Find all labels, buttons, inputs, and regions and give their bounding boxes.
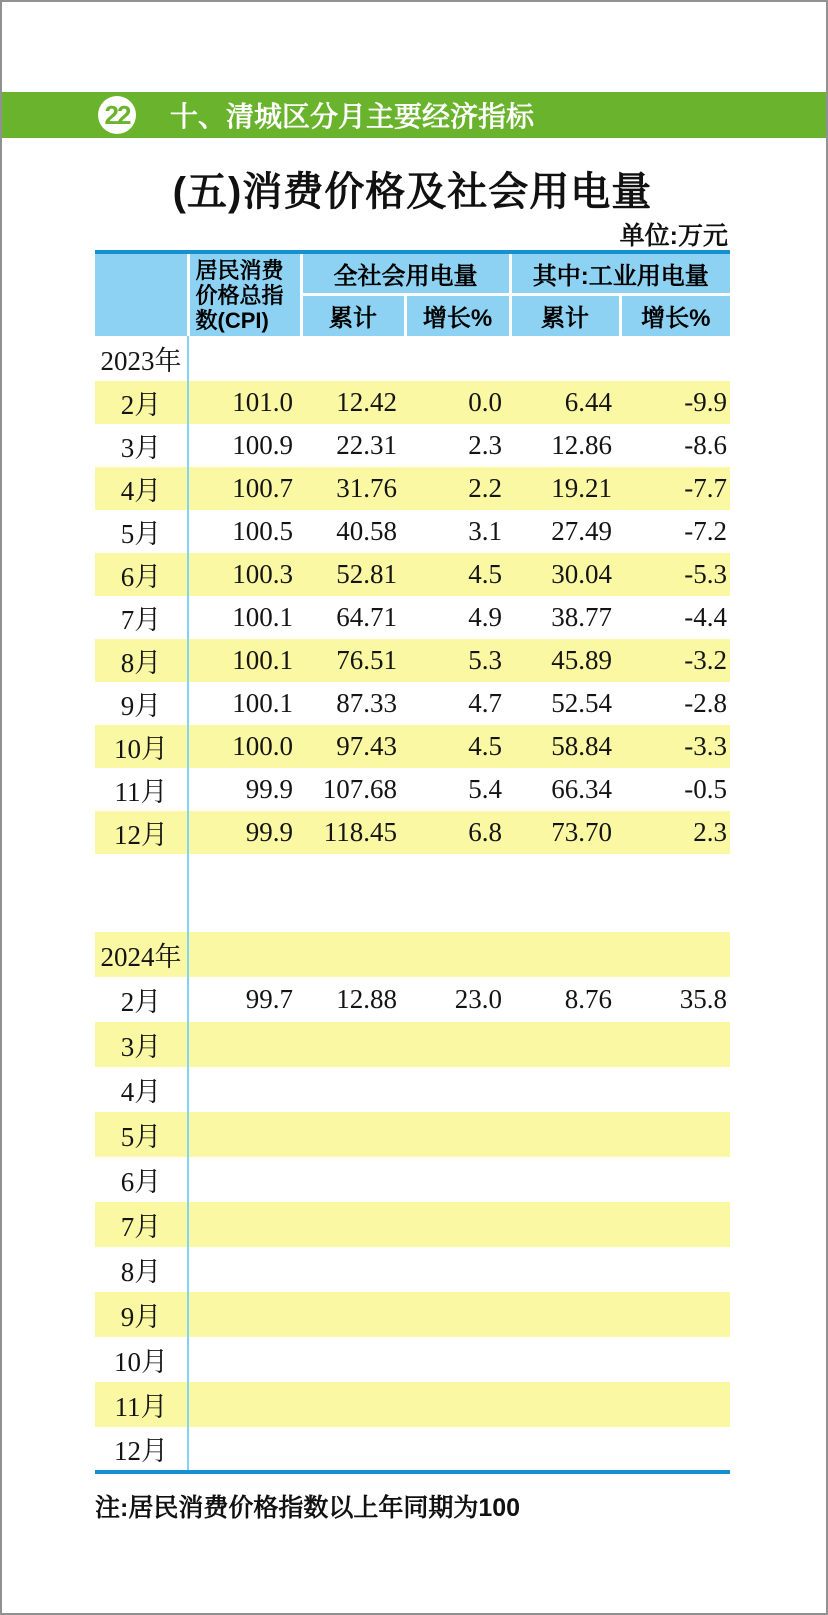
cpi-value-cell: 100.1 <box>188 639 301 682</box>
table-row <box>95 381 730 424</box>
total-cumulative-cell <box>301 854 405 932</box>
cpi-value-cell <box>188 932 301 977</box>
industry-cumulative-cell: 73.70 <box>510 811 620 854</box>
total-cumulative-cell: 31.76 <box>301 467 405 510</box>
industry-cumulative-cell <box>510 932 620 977</box>
total-growth-header: 增长% <box>405 294 510 336</box>
table-row <box>95 1067 730 1112</box>
table-row <box>95 811 730 854</box>
industry-growth-cell: -4.4 <box>684 602 727 632</box>
table-row <box>95 1202 730 1247</box>
industry-growth-cell <box>620 854 730 932</box>
table-row <box>95 336 730 381</box>
cpi-value-cell: 100.5 <box>232 516 293 546</box>
total-growth-cell <box>405 1112 510 1157</box>
month-cell: 5月 <box>95 1112 188 1157</box>
industry-cumulative-cell: 58.84 <box>510 725 620 768</box>
total-growth-cell <box>405 854 510 932</box>
industry-cumulative-cell <box>510 1292 620 1337</box>
month-cell: 10月 <box>95 725 188 768</box>
table-row <box>95 932 730 977</box>
cpi-value-cell: 100.1 <box>232 602 293 632</box>
month-cell: 6月 <box>95 1157 188 1202</box>
cpi-value-cell <box>188 1067 301 1112</box>
total-cumulative-cell: 118.45 <box>301 811 405 854</box>
total-growth-cell <box>405 1157 510 1202</box>
industry-growth-cell <box>620 1202 730 1247</box>
total-growth-cell <box>405 1202 510 1247</box>
total-cumulative-cell: 76.51 <box>301 639 405 682</box>
total-cumulative-cell: 97.43 <box>301 725 405 768</box>
cpi-value-cell <box>188 336 301 381</box>
month-cell: 9月 <box>95 682 188 725</box>
total-cumulative-cell <box>301 1202 405 1247</box>
month-cell: 11月 <box>95 1382 188 1427</box>
table-row <box>95 1022 730 1067</box>
industry-cumulative-cell <box>510 336 620 381</box>
cpi-value-cell <box>188 1292 301 1337</box>
industry-growth-cell <box>620 336 730 381</box>
economic-indicators-table <box>95 250 730 1474</box>
industry-cumulative-cell <box>510 1337 620 1382</box>
month-cell: 10月 <box>95 1337 188 1382</box>
industry-cumulative-cell <box>510 1202 620 1247</box>
table-row <box>95 854 730 932</box>
total-cumulative-cell: 40.58 <box>336 516 397 546</box>
industry-cumulative-cell: 30.04 <box>510 553 620 596</box>
cpi-value-cell: 99.7 <box>245 984 293 1014</box>
industry-growth-header: 增长% <box>620 294 730 336</box>
industry-cumulative-cell <box>510 1382 620 1427</box>
industry-cumulative-cell <box>510 1247 620 1292</box>
cpi-value-cell <box>188 1427 301 1472</box>
total-growth-cell <box>405 1022 510 1067</box>
section-banner <box>2 92 826 138</box>
total-growth-cell <box>405 1247 510 1292</box>
total-cumulative-cell: 12.42 <box>301 381 405 424</box>
industry-cumulative-cell: 19.21 <box>510 467 620 510</box>
total-growth-cell <box>405 1427 510 1472</box>
cpi-value-cell: 100.9 <box>232 430 293 460</box>
total-cumulative-cell <box>301 1022 405 1067</box>
industry-cumulative-cell <box>510 1067 620 1112</box>
industry-growth-cell <box>620 1022 730 1067</box>
table-row <box>95 1112 730 1157</box>
month-cell: 2024年 <box>95 932 188 977</box>
page-title: (五)消费价格及社会用电量 <box>172 170 653 214</box>
industry-cumulative-cell: 12.86 <box>551 430 612 460</box>
total-cumulative-cell <box>301 1292 405 1337</box>
table-row <box>95 1337 730 1382</box>
industry-cumulative-cell <box>510 854 620 932</box>
total-cumulative-cell <box>301 1427 405 1472</box>
total-growth-cell: 4.5 <box>405 725 510 768</box>
month-cell: 3月 <box>95 424 188 467</box>
industry-cumulative-cell: 6.44 <box>510 381 620 424</box>
industry-cumulative-cell: 27.49 <box>551 516 612 546</box>
total-growth-cell: 2.2 <box>405 467 510 510</box>
table-row <box>95 553 730 596</box>
industry-growth-cell: -7.2 <box>684 516 727 546</box>
month-cell: 7月 <box>95 596 188 639</box>
industry-cumulative-cell: 66.34 <box>551 774 612 804</box>
industry-growth-cell: -0.5 <box>684 774 727 804</box>
industry-growth-cell: -8.6 <box>684 430 727 460</box>
total-cumulative-cell: 87.33 <box>336 688 397 718</box>
total-growth-cell <box>405 1067 510 1112</box>
industry-cumulative-cell <box>510 1022 620 1067</box>
industry-growth-cell: 2.3 <box>620 811 730 854</box>
total-cumulative-cell <box>301 1247 405 1292</box>
industry-cumulative-cell: 45.89 <box>510 639 620 682</box>
industry-growth-cell <box>620 1157 730 1202</box>
cpi-value-cell: 100.0 <box>188 725 301 768</box>
industry-growth-cell: -3.3 <box>620 725 730 768</box>
month-cell: 8月 <box>95 639 188 682</box>
table-row <box>95 510 730 553</box>
cpi-value-cell: 101.0 <box>188 381 301 424</box>
month-cell: 11月 <box>95 768 188 811</box>
table-row <box>95 682 730 725</box>
table-row <box>95 1292 730 1337</box>
cpi-value-cell <box>188 1157 301 1202</box>
table-body <box>95 336 730 1472</box>
industry-growth-cell <box>620 1337 730 1382</box>
total-cumulative-cell <box>301 1067 405 1112</box>
industry-electricity-group-header: 其中:工业用电量 <box>510 252 730 294</box>
month-cell: 6月 <box>95 553 188 596</box>
industry-growth-cell <box>620 932 730 977</box>
table-row <box>95 1157 730 1202</box>
month-cell: 12月 <box>95 1427 188 1472</box>
cpi-value-cell <box>188 1247 301 1292</box>
table-row <box>95 725 730 768</box>
total-growth-cell <box>405 932 510 977</box>
industry-cumulative-header: 累计 <box>510 294 620 336</box>
industry-growth-cell: -2.8 <box>684 688 727 718</box>
month-cell <box>95 854 188 932</box>
total-growth-cell <box>405 336 510 381</box>
total-cumulative-cell: 22.31 <box>336 430 397 460</box>
industry-growth-cell <box>620 1292 730 1337</box>
section-title: 十、清城区分月主要经济指标 <box>170 101 535 132</box>
total-growth-cell: 2.3 <box>468 430 502 460</box>
table-header <box>95 252 730 336</box>
total-cumulative-cell: 107.68 <box>322 774 397 804</box>
total-growth-cell: 5.3 <box>405 639 510 682</box>
month-cell: 9月 <box>95 1292 188 1337</box>
month-cell: 4月 <box>95 1067 188 1112</box>
cpi-value-cell: 100.7 <box>188 467 301 510</box>
total-growth-cell: 4.9 <box>468 602 502 632</box>
cpi-value-cell <box>188 1112 301 1157</box>
cpi-value-cell <box>188 1022 301 1067</box>
cpi-value-cell: 100.3 <box>188 553 301 596</box>
total-growth-cell: 0.0 <box>405 381 510 424</box>
industry-cumulative-cell: 38.77 <box>551 602 612 632</box>
month-cell: 2023年 <box>95 336 188 381</box>
industry-growth-cell: -5.3 <box>620 553 730 596</box>
total-growth-cell: 4.5 <box>405 553 510 596</box>
table-row <box>95 467 730 510</box>
month-cell: 12月 <box>95 811 188 854</box>
industry-cumulative-cell <box>510 1157 620 1202</box>
industry-growth-cell <box>620 1427 730 1472</box>
corner-blank-cell <box>95 252 188 336</box>
industry-growth-cell: -9.9 <box>620 381 730 424</box>
page-number-badge: 22 <box>98 96 136 134</box>
total-cumulative-cell <box>301 1382 405 1427</box>
industry-cumulative-cell: 8.76 <box>564 984 612 1014</box>
industry-cumulative-cell: 52.54 <box>551 688 612 718</box>
table-row <box>95 1247 730 1292</box>
month-cell: 7月 <box>95 1202 188 1247</box>
total-cumulative-cell: 52.81 <box>301 553 405 596</box>
cpi-value-cell <box>188 1337 301 1382</box>
cpi-value-cell <box>188 854 301 932</box>
month-cell: 3月 <box>95 1022 188 1067</box>
month-cell: 4月 <box>95 467 188 510</box>
industry-growth-cell <box>620 1067 730 1112</box>
cpi-column-header: 居民消费 价格总指 数(CPI) <box>188 252 301 336</box>
industry-cumulative-cell <box>510 1427 620 1472</box>
footnote: 注:居民消费价格指数以上年同期为100 <box>95 1494 521 1522</box>
table-row <box>95 639 730 682</box>
total-cumulative-cell <box>301 1337 405 1382</box>
industry-growth-cell: -3.2 <box>620 639 730 682</box>
total-growth-cell: 4.7 <box>468 688 502 718</box>
total-growth-cell: 3.1 <box>468 516 502 546</box>
total-growth-cell <box>405 1292 510 1337</box>
industry-growth-cell <box>620 1382 730 1427</box>
unit-label: 单位:万元 <box>619 222 728 250</box>
cpi-value-cell: 100.1 <box>232 688 293 718</box>
total-growth-cell: 5.4 <box>468 774 502 804</box>
total-growth-cell: 23.0 <box>454 984 502 1014</box>
table-row <box>95 768 730 811</box>
total-cumulative-cell: 64.71 <box>336 602 397 632</box>
industry-growth-cell: -7.7 <box>620 467 730 510</box>
table-row <box>95 977 730 1022</box>
industry-growth-cell <box>620 1247 730 1292</box>
total-growth-cell: 6.8 <box>405 811 510 854</box>
month-cell: 8月 <box>95 1247 188 1292</box>
industry-growth-cell <box>620 1112 730 1157</box>
cpi-value-cell: 99.9 <box>245 774 293 804</box>
table-row <box>95 596 730 639</box>
month-cell: 5月 <box>95 510 188 553</box>
total-cumulative-cell <box>301 932 405 977</box>
industry-cumulative-cell <box>510 1112 620 1157</box>
total-cumulative-cell <box>301 1112 405 1157</box>
cpi-value-cell <box>188 1202 301 1247</box>
month-cell: 2月 <box>95 381 188 424</box>
table-row <box>95 1382 730 1427</box>
total-growth-cell <box>405 1382 510 1427</box>
cpi-value-cell <box>188 1382 301 1427</box>
total-cumulative-cell <box>301 1157 405 1202</box>
total-electricity-group-header: 全社会用电量 <box>301 252 510 294</box>
total-cumulative-header: 累计 <box>301 294 405 336</box>
total-cumulative-cell <box>301 336 405 381</box>
total-growth-cell <box>405 1337 510 1382</box>
cpi-value-cell: 99.9 <box>188 811 301 854</box>
industry-growth-cell: 35.8 <box>679 984 727 1014</box>
table-row <box>95 1427 730 1472</box>
table-row <box>95 424 730 467</box>
month-cell: 2月 <box>95 977 188 1022</box>
total-cumulative-cell: 12.88 <box>336 984 397 1014</box>
